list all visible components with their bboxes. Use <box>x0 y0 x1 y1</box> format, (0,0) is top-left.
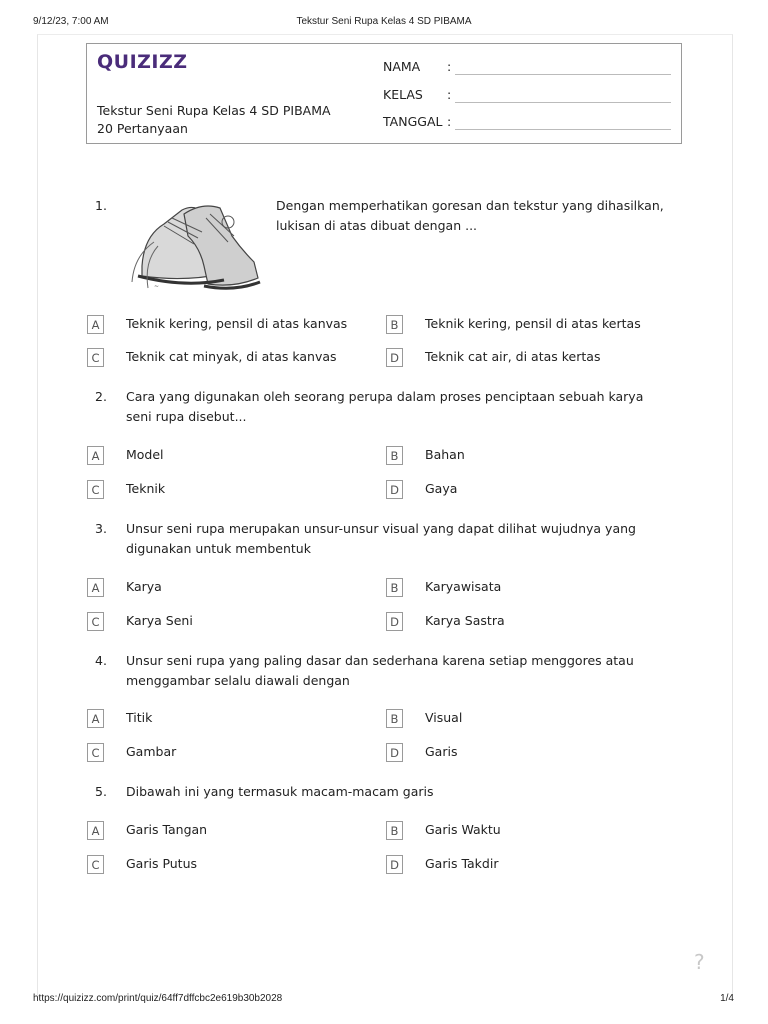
question-text: Dibawah ini yang termasuk macam-macam garis <box>126 784 434 799</box>
option-letter-box[interactable]: B <box>386 315 403 334</box>
class-field <box>383 87 452 102</box>
option-text: Garis Takdir <box>425 856 499 871</box>
question-text: Dengan memperhatikan goresan dan tekstur yang dihasilkan, lukisan di atas dibuat dengan ... <box>276 198 664 233</box>
option-text: Model <box>126 447 164 462</box>
name-line[interactable] <box>455 74 671 75</box>
option-letter-box[interactable]: C <box>87 480 104 499</box>
option-text: Teknik cat minyak, di atas kanvas <box>126 349 337 364</box>
option-letter-box[interactable]: A <box>87 709 104 728</box>
page-frame <box>37 34 733 995</box>
date-line[interactable] <box>455 129 671 130</box>
option-letter-box[interactable]: D <box>386 612 403 631</box>
option-text: Teknik kering, pensil di atas kertas <box>425 316 641 331</box>
print-date: 9/12/23, 7:00 AM <box>33 16 109 27</box>
date-field <box>383 114 452 129</box>
option-text: Karya <box>126 579 162 594</box>
option-text: Gambar <box>126 744 177 759</box>
question-number: 1. <box>95 198 107 213</box>
sneaker-sketch-image <box>124 196 264 298</box>
question-text: Unsur seni rupa merupakan unsur-unsur visual yang dapat dilihat wujudnya yang digunakan untuk membentuk <box>126 521 636 556</box>
field-colon: : <box>447 59 452 74</box>
option-text: Teknik cat air, di atas kertas <box>425 349 601 364</box>
option-letter-box[interactable]: B <box>386 709 403 728</box>
option-letter-box[interactable]: D <box>386 855 403 874</box>
option-letter-box[interactable]: A <box>87 821 104 840</box>
question-number: 3. <box>95 521 107 536</box>
option-text: Karya Sastra <box>425 613 505 628</box>
option-letter-box[interactable]: A <box>87 578 104 597</box>
print-footer <box>0 991 768 1007</box>
quiz-title: Tekstur Seni Rupa Kelas 4 SD PIBAMA <box>97 103 331 118</box>
question-mark-icon[interactable]: ? <box>694 950 705 974</box>
name-field <box>383 59 452 74</box>
option-text: Teknik kering, pensil di atas kanvas <box>126 316 348 331</box>
option-letter-box[interactable]: A <box>87 446 104 465</box>
option-letter-box[interactable]: A <box>87 315 104 334</box>
option-letter-box[interactable]: C <box>87 348 104 367</box>
option-letter-box[interactable]: B <box>386 821 403 840</box>
quizizz-logo: QUIZIZZ <box>97 51 188 73</box>
option-letter-box[interactable]: D <box>386 743 403 762</box>
option-text: Gaya <box>425 481 458 496</box>
option-text: Bahan <box>425 447 465 462</box>
print-title: Tekstur Seni Rupa Kelas 4 SD PIBAMA <box>296 16 472 27</box>
field-colon: : <box>447 87 452 102</box>
option-letter-box[interactable]: B <box>386 578 403 597</box>
option-letter-box[interactable]: D <box>386 480 403 499</box>
option-text: Karya Seni <box>126 613 193 628</box>
option-letter-box[interactable]: D <box>386 348 403 367</box>
page-number: 1/4 <box>720 993 734 1004</box>
option-text: Visual <box>425 710 463 725</box>
option-text: Garis Tangan <box>126 822 208 837</box>
question-count: 20 Pertanyaan <box>97 121 188 136</box>
question-text: Unsur seni rupa yang paling dasar dan sederhana karena setiap menggores atau menggambar selalu diawali dengan <box>126 653 634 688</box>
field-label: KELAS <box>383 87 423 102</box>
quiz-header-box <box>86 43 682 144</box>
field-colon: : <box>447 114 452 129</box>
option-text: Garis <box>425 744 458 759</box>
print-header <box>0 14 768 30</box>
option-text: Garis Putus <box>126 856 198 871</box>
option-letter-box[interactable]: B <box>386 446 403 465</box>
class-line[interactable] <box>455 102 671 103</box>
field-label: TANGGAL <box>383 114 443 129</box>
option-text: Teknik <box>126 481 166 496</box>
question-number: 5. <box>95 784 107 799</box>
question-number: 2. <box>95 389 107 404</box>
option-text: Titik <box>126 710 153 725</box>
option-text: Karyawisata <box>425 579 502 594</box>
option-letter-box[interactable]: C <box>87 743 104 762</box>
option-letter-box[interactable]: C <box>87 612 104 631</box>
question-number: 4. <box>95 653 107 668</box>
print-url: https://quizizz.com/print/quiz/64ff7dffcbc2e619b30b2028 <box>33 993 283 1004</box>
option-text: Garis Waktu <box>425 822 501 837</box>
option-letter-box[interactable]: C <box>87 855 104 874</box>
svg-text:~: ~ <box>154 283 160 290</box>
field-label: NAMA <box>383 59 421 74</box>
question-text: Cara yang digunakan oleh seorang perupa dalam proses penciptaan sebuah karya seni rupa disebut... <box>126 389 644 424</box>
